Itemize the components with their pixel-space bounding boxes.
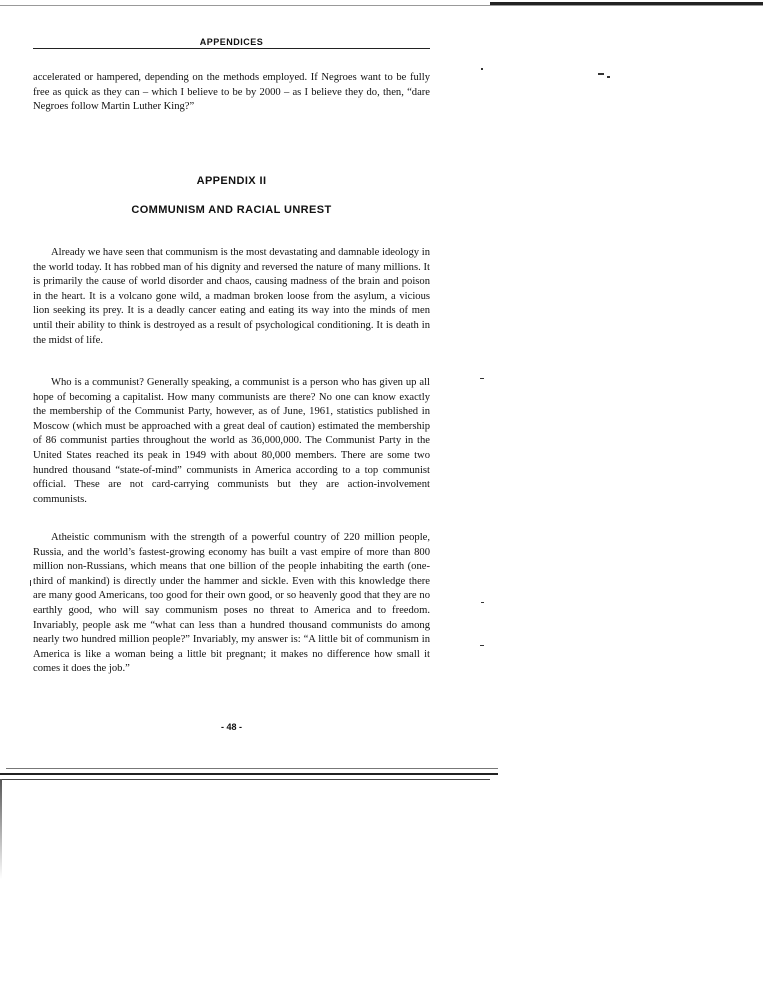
page-number: - 48 -	[220, 722, 242, 732]
bottom-scan-rule	[6, 768, 498, 769]
scan-speck	[607, 76, 610, 78]
running-head-rule	[33, 48, 430, 49]
scan-speck	[481, 68, 483, 70]
appendix-subtitle: COMMUNISM AND RACIAL UNREST	[131, 204, 332, 216]
body-paragraph-1: Already we have seen that communism is the most devastating and damnable ideology in the world today. It has robbed man of his dignity and reversed the nature of many millions. It is primarily the cause of world disorder and chaos, causing madness of the brain and poison in the heart. It is a volcano gone wild, a madman broken loose from the asylum, a vicious lion seeking its prey. It is a deadly cancer eating and eating its way into the minds of men until their ability to think is destroyed as a result of psychological conditioning. It is death in the midst of life.	[33, 247, 430, 346]
appendix-title: APPENDIX II	[196, 175, 267, 187]
bottom-scan-rule-dark	[0, 773, 498, 775]
running-head: APPENDICES	[199, 37, 264, 47]
top-edge-rule-dark	[490, 2, 763, 5]
scan-speck	[480, 645, 484, 646]
scan-speck	[30, 580, 31, 586]
body-paragraph-3: Atheistic communism with the strength of a powerful country of 220 million people, Russia, and the world’s fastest-growing economy has built a vast empire of more than 800 million non-Russians, which means that one billion of the people inhabiting the earth (one-third of mankind) is directly under the hammer and sickle. Even with this knowledge there are many good Americans, too good for their own good, or so heavenly good that they are no earthly good, who will say communism poses no threat to America and to freedom. Invariably, people ask me “what can less than a hundred thousand communists do among nearly two hundred million people?” Invariably, my answer is: “A little bit of communism in America is like a woman being a little bit pregnant; it makes no difference how small it comes it does the job.”	[33, 532, 430, 675]
scan-speck	[480, 378, 484, 379]
scan-speck	[481, 602, 484, 603]
scan-speck	[598, 73, 604, 75]
left-scan-edge	[0, 779, 2, 879]
continuation-paragraph: accelerated or hampered, depending on the methods employed. If Negroes want to be fully free as quick as they can – which I believe to be by 2000 – as I believe they do, then, “dare Negroes follow Martin Luther King?”	[33, 72, 430, 113]
bottom-scan-rule-thin	[0, 779, 490, 780]
body-paragraph-2: Who is a communist? Generally speaking, a communist is a person who has given up all hope of becoming a capitalist. How many communists are there? No one can know exactly the membership of the Communist Party, however, as of June, 1961, statistics published in Moscow (which must be approached with a great deal of caution) estimated the membership of 86 communist parties throughout the world as 36,000,000. The Communist Party in the United States reached its peak in 1949 with about 80,000 members. There are some two hundred thousand “state-of-mind” communists in America according to a top communist official. These are not card-carrying communists but they are action-involvement communists.	[33, 377, 430, 505]
